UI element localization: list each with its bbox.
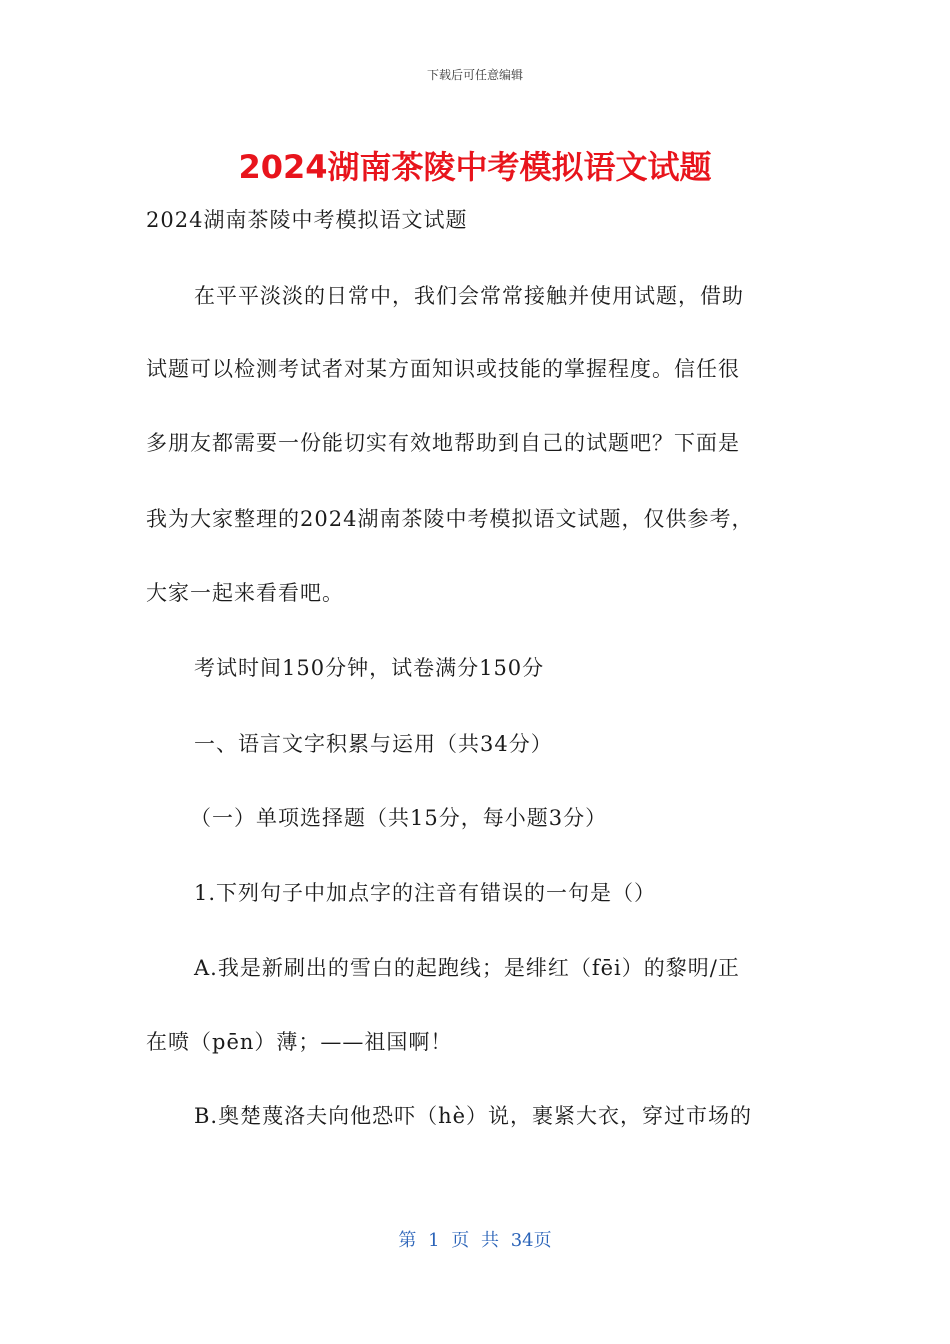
option-line: 在喷（pēn）薄；——祖国啊！ xyxy=(146,1030,453,1054)
subtitle-line: 2024湖南茶陵中考模拟语文试题 xyxy=(146,208,468,232)
section-heading: 一、语言文字积累与运用（共34分） xyxy=(194,732,553,756)
paragraph-line: 多朋友都需要一份能切实有效地帮助到自己的试题吧？下面是 xyxy=(146,431,740,455)
page-footer: 第 1 页 共 34页 xyxy=(398,1230,552,1251)
paragraph-line: 我为大家整理的2024湖南茶陵中考模拟语文试题，仅供参考， xyxy=(146,507,754,531)
subsection-heading: （一）单项选择题（共15分，每小题3分） xyxy=(190,806,608,830)
option-line: B.奥楚蔑洛夫向他恐吓（hè）说，裹紧大衣，穿过市场的 xyxy=(194,1104,753,1128)
header-note: 下载后可任意编辑 xyxy=(426,68,523,82)
paragraph-line: 试题可以检测考试者对某方面知识或技能的掌握程度。信任很 xyxy=(146,357,740,381)
paragraph-line: 大家一起来看看吧。 xyxy=(146,581,344,605)
option-line: A.我是新刷出的雪白的起跑线；是绯红（fēi）的黎明/正 xyxy=(194,956,740,980)
paragraph-line: 在平平淡淡的日常中，我们会常常接触并使用试题，借助 xyxy=(194,284,744,308)
document-title: 2024湖南茶陵中考模拟语文试题 xyxy=(238,148,712,186)
question-line: 1.下列句子中加点字的注音有错误的一句是（） xyxy=(194,881,657,905)
exam-info-line: 考试时间150分钟，试卷满分150分 xyxy=(194,656,545,680)
